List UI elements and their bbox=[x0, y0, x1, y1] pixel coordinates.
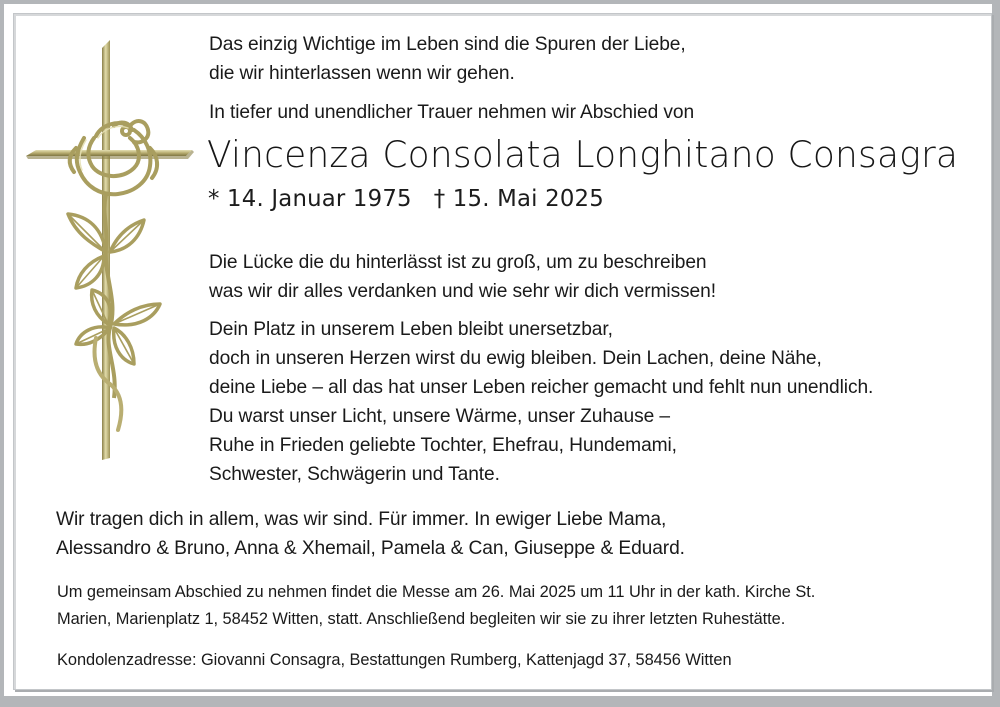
mourners-line-1: Wir tragen dich in allem, was wir sind. Für immer. In ewiger Liebe Mama, bbox=[56, 509, 667, 530]
deceased-name: Vincenza Consolata Longhitano Consagra bbox=[207, 133, 959, 176]
motto bbox=[209, 30, 686, 88]
paragraph-1-line-1: Die Lücke die du hinterlässt ist zu groß, um zu beschreiben bbox=[209, 252, 707, 273]
paragraph-2-line-1: Dein Platz in unserem Leben bleibt unersetzbar, bbox=[209, 319, 613, 340]
paragraph-2-line-6: Schwester, Schwägerin und Tante. bbox=[209, 464, 500, 485]
motto-line-1: Das einzig Wichtige im Leben sind die Spuren der Liebe, bbox=[209, 34, 686, 55]
cross-with-rose-icon bbox=[22, 38, 202, 460]
condolence-address: Kondolenzadresse: Giovanni Consagra, Bestattungen Rumberg, Kattenjagd 37, 58456 Witten bbox=[57, 651, 732, 669]
paragraph-1 bbox=[209, 248, 716, 306]
mourners bbox=[56, 505, 685, 563]
service-info bbox=[57, 579, 815, 633]
paragraph-1-line-2: was wir dir alles verdanken und wie sehr wir dich vermissen! bbox=[209, 281, 716, 302]
paragraph-2-line-4: Du warst unser Licht, unsere Wärme, unser Zuhause – bbox=[209, 406, 670, 427]
service-info-line-1: Um gemeinsam Abschied zu nehmen findet die Messe am 26. Mai 2025 um 11 Uhr in der kath. Kirche St. bbox=[57, 583, 816, 601]
birth-date: * 14. Januar 1975 bbox=[208, 186, 412, 212]
paragraph-2-line-5: Ruhe in Frieden geliebte Tochter, Ehefrau, Hundemami, bbox=[209, 435, 677, 456]
paragraph-2-line-3: deine Liebe – all das hat unser Leben reicher gemacht und fehlt nun unendlich. bbox=[209, 377, 874, 398]
intro-text: In tiefer und unendlicher Trauer nehmen wir Abschied von bbox=[209, 102, 695, 123]
mourners-line-2: Alessandro & Bruno, Anna & Xhemail, Pamela & Can, Giuseppe & Eduard. bbox=[56, 538, 685, 559]
life-dates bbox=[208, 186, 604, 212]
paragraph-2-line-2: doch in unseren Herzen wirst du ewig bleiben. Dein Lachen, deine Nähe, bbox=[209, 348, 822, 369]
death-date: † 15. Mai 2025 bbox=[433, 186, 604, 212]
paragraph-2 bbox=[209, 315, 873, 489]
service-info-line-2: Marien, Marienplatz 1, 58452 Witten, statt. Anschließend begleiten wir sie zu ihrer letzten Ruhestätte. bbox=[57, 610, 786, 628]
motto-line-2: die wir hinterlassen wenn wir gehen. bbox=[209, 63, 515, 84]
